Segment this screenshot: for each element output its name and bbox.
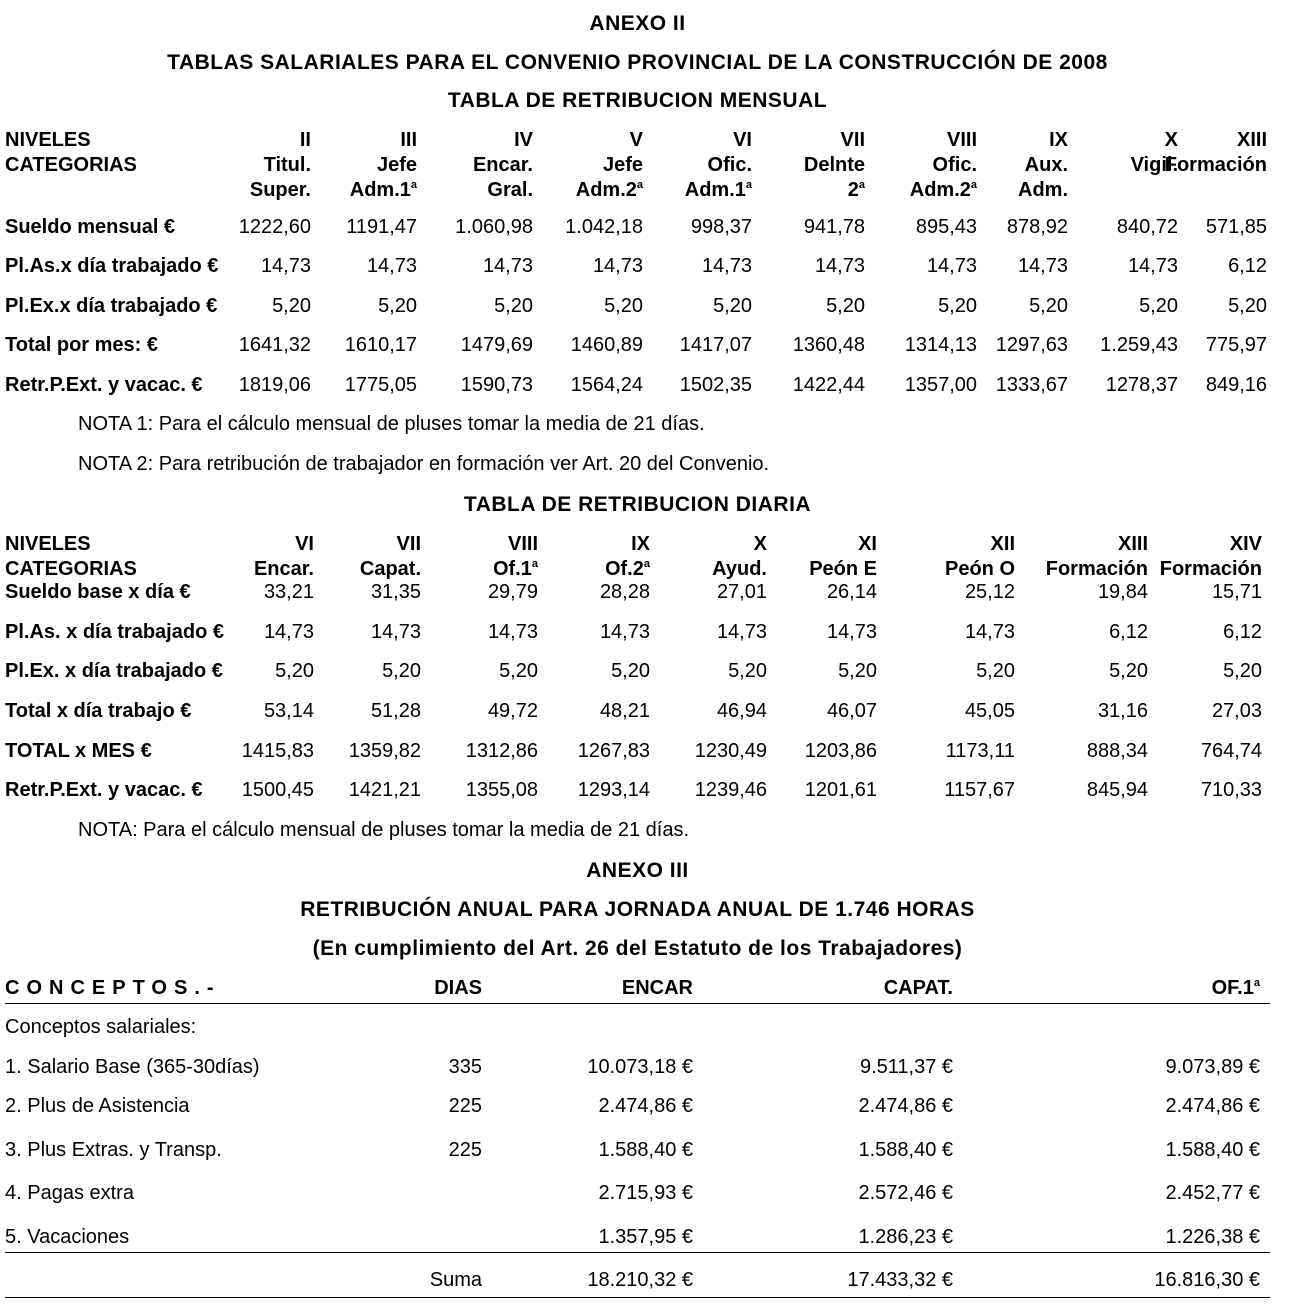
daily-col-cat	[254, 557, 314, 582]
daily-cell: 27,01	[716, 581, 767, 603]
daily-header-label	[5, 532, 137, 582]
daily-col-cat	[360, 557, 421, 582]
annual-row-label: 5. Vacaciones	[5, 1226, 130, 1248]
monthly-cell: 14,73	[1017, 255, 1068, 277]
total-of1: 16.816,30 €	[1154, 1269, 1260, 1291]
of1-header-text: OF.1	[1211, 977, 1254, 999]
conceptos-salariales-label: Conceptos salariales:	[5, 1016, 197, 1038]
monthly-cell: 1502,35	[679, 374, 752, 396]
monthly-cell: 14,73	[701, 255, 752, 277]
daily-cell: 14,73	[263, 621, 314, 643]
daily-row-label: Pl.Ex. x día trabajado €	[5, 660, 223, 682]
annual-of1-cell: 9.073,89 €	[1165, 1056, 1260, 1078]
monthly-cell: 1.259,43	[1100, 334, 1178, 356]
monthly-col-nivel: V	[629, 129, 643, 151]
anexo3-subtitle: RETRIBUCIÓN ANUAL PARA JORNADA ANUAL DE 1.746 HORAS	[300, 898, 975, 921]
monthly-cell: 1590,73	[460, 374, 533, 396]
niveles-label: NIVELES	[5, 533, 91, 555]
monthly-col-cat2-text: Gral.	[487, 179, 533, 201]
daily-col-cat	[605, 557, 650, 582]
annual-encar-cell: 2.474,86 €	[598, 1095, 693, 1117]
monthly-table-row	[5, 374, 1270, 400]
daily-table-row	[5, 779, 1270, 805]
daily-col-cat-text: Capat.	[359, 558, 421, 580]
annual-dias-cell: 335	[448, 1056, 482, 1078]
daily-col-cat-text: Of.2	[604, 558, 644, 580]
annual-of1-cell: 1.588,40 €	[1165, 1139, 1260, 1161]
daily-cell: 1157,67	[944, 779, 1015, 801]
daily-col-nivel: XIII	[1117, 533, 1148, 555]
daily-cell: 31,16	[1097, 700, 1148, 722]
monthly-header-label	[5, 128, 137, 178]
monthly-col-nivel: VIII	[946, 129, 977, 151]
monthly-col-cat2-sup: a	[745, 179, 752, 191]
daily-col-nivel: XIV	[1229, 533, 1262, 555]
monthly-cell: 1360,48	[792, 334, 865, 356]
annual-encar-cell: 10.073,18 €	[587, 1056, 693, 1078]
monthly-cell: 14,73	[1127, 255, 1178, 277]
monthly-col-cat2	[910, 178, 977, 203]
monthly-cell: 5,20	[494, 295, 533, 317]
daily-cell: 51,28	[370, 700, 421, 722]
daily-cell: 5,20	[611, 660, 650, 682]
daily-col-cat-text: Ayud.	[712, 558, 767, 580]
daily-cell: 33,21	[263, 581, 314, 603]
monthly-cell: 5,20	[604, 295, 643, 317]
daily-col-nivel: IX	[631, 533, 650, 555]
diaria-table-title: TABLA DE RETRIBUCION DIARIA	[463, 493, 812, 516]
monthly-cell: 5,20	[826, 295, 865, 317]
daily-col-header	[254, 532, 314, 582]
of1-header	[1212, 976, 1260, 1001]
annual-capat-cell: 2.572,46 €	[858, 1182, 953, 1204]
monthly-table-row	[5, 295, 1270, 321]
encar-header: ENCAR	[621, 977, 693, 999]
monthly-col-cat1: Formación	[1164, 154, 1267, 176]
monthly-col-header	[1165, 128, 1267, 178]
daily-col-header	[712, 532, 767, 582]
monthly-col-header	[350, 128, 417, 203]
annual-capat-cell: 1.588,40 €	[858, 1139, 953, 1161]
daily-cell: 5,20	[499, 660, 538, 682]
monthly-cell: 1564,24	[570, 374, 643, 396]
annual-row-label: 3. Plus Extras. y Transp.	[5, 1139, 222, 1161]
daily-cell: 1239,46	[694, 779, 767, 801]
total-capat: 17.433,32 €	[847, 1269, 953, 1291]
monthly-cell: 1357,00	[904, 374, 977, 396]
daily-cell: 1421,21	[348, 779, 421, 801]
daily-cell: 15,71	[1211, 581, 1262, 603]
daily-table-row	[5, 660, 1270, 686]
daily-row-label: Total x día trabajo €	[5, 700, 192, 722]
annual-dias-cell: 225	[448, 1095, 482, 1117]
annual-capat-cell: 2.474,86 €	[858, 1095, 953, 1117]
annual-row-label: 4. Pagas extra	[5, 1182, 134, 1204]
monthly-cell: 998,37	[690, 216, 752, 238]
daily-cell: 710,33	[1200, 779, 1262, 801]
annual-table-row	[5, 1226, 1270, 1252]
monthly-col-cat2	[350, 178, 417, 203]
annual-capat-cell: 9.511,37 €	[859, 1056, 953, 1078]
daily-col-nivel: VI	[295, 533, 314, 555]
daily-cell: 27,03	[1211, 700, 1262, 722]
monthly-cell: 878,92	[1006, 216, 1068, 238]
annual-encar-cell: 1.357,95 €	[598, 1226, 693, 1248]
monthly-col-cat1: Titul.	[263, 154, 311, 176]
daily-col-nivel: XII	[990, 533, 1015, 555]
daily-table-row	[5, 621, 1270, 647]
annual-of1-cell: 2.452,77 €	[1165, 1182, 1260, 1204]
monthly-cell: 14,73	[926, 255, 977, 277]
annual-section-label-row	[5, 1016, 1270, 1042]
daily-cell: 26,14	[826, 581, 877, 603]
monthly-col-cat2	[1018, 178, 1068, 203]
daily-cell: 1203,86	[804, 740, 877, 762]
monthly-cell: 5,20	[713, 295, 752, 317]
daily-cell: 888,34	[1086, 740, 1148, 762]
anexo3-subtitle2: (En cumplimiento del Art. 26 del Estatuto de los Trabajadores)	[312, 937, 963, 960]
monthly-col-cat2	[685, 178, 752, 203]
monthly-col-cat1: Ofic.	[932, 154, 977, 176]
monthly-col-cat1: Ofic.	[707, 154, 752, 176]
annual-encar-cell: 2.715,93 €	[598, 1182, 693, 1204]
daily-cell: 1415,83	[241, 740, 314, 762]
monthly-cell: 1610,17	[344, 334, 417, 356]
daily-col-nivel: VII	[396, 533, 421, 555]
daily-col-cat	[809, 557, 877, 582]
annual-dias-cell: 225	[448, 1139, 482, 1161]
daily-col-header	[1160, 532, 1262, 582]
daily-col-cat-sup: a	[531, 558, 538, 570]
monthly-cell: 5,20	[1228, 295, 1267, 317]
daily-cell: 1293,14	[577, 779, 650, 801]
mensual-table-title: TABLA DE RETRIBUCION MENSUAL	[447, 89, 828, 112]
daily-col-cat-text: Of.1	[492, 558, 532, 580]
monthly-col-nivel: III	[400, 129, 417, 151]
monthly-cell: 14,73	[260, 255, 311, 277]
daily-cell: 1312,86	[465, 740, 538, 762]
daily-col-nivel: VIII	[507, 533, 538, 555]
daily-cell: 6,12	[1109, 621, 1148, 643]
daily-cell: 1267,83	[577, 740, 650, 762]
monthly-col-cat2-sup: a	[970, 179, 977, 191]
monthly-cell: 1314,13	[904, 334, 977, 356]
monthly-cell: 1641,32	[238, 334, 311, 356]
niveles-label: NIVELES	[5, 129, 91, 151]
monthly-table-row	[5, 216, 1270, 242]
daily-row-label: TOTAL x MES €	[5, 740, 152, 762]
daily-cell: 19,84	[1097, 581, 1148, 603]
daily-col-header	[1046, 532, 1148, 582]
monthly-cell: 1819,06	[238, 374, 311, 396]
monthly-col-cat1: Jefe	[602, 154, 643, 176]
annual-bottom-rule	[5, 1297, 1270, 1298]
monthly-col-cat2-text: 2	[847, 179, 859, 201]
monthly-col-cat2-text: Adm.1	[684, 179, 746, 201]
monthly-cell: 6,12	[1228, 255, 1267, 277]
monthly-row-label: Pl.Ex.x día trabajado €	[5, 295, 218, 317]
daily-cell: 46,07	[826, 700, 877, 722]
monthly-col-cat2-text: Adm.2	[909, 179, 971, 201]
annual-total-row	[5, 1269, 1270, 1295]
daily-cell: 14,73	[716, 621, 767, 643]
daily-cell: 14,73	[964, 621, 1015, 643]
daily-cell: 14,73	[487, 621, 538, 643]
of1-header-sup: a	[1253, 977, 1260, 989]
daily-cell: 49,72	[487, 700, 538, 722]
daily-col-cat	[1160, 557, 1262, 582]
monthly-col-nivel: II	[299, 129, 311, 151]
monthly-col-header	[910, 128, 977, 203]
conceptos-header: CONCEPTOS.-	[5, 977, 221, 999]
monthly-cell: 5,20	[272, 295, 311, 317]
daily-cell: 14,73	[599, 621, 650, 643]
monthly-col-header	[804, 128, 865, 203]
daily-col-header	[605, 532, 650, 582]
annual-table-row	[5, 1056, 1270, 1082]
daily-col-header	[360, 532, 421, 582]
monthly-cell: 14,73	[482, 255, 533, 277]
monthly-cell: 1222,60	[238, 216, 311, 238]
daily-cell: 53,14	[263, 700, 314, 722]
monthly-col-nivel: VI	[733, 129, 752, 151]
annual-header-row	[5, 976, 1270, 1002]
monthly-cell: 5,20	[378, 295, 417, 317]
daily-row-label: Sueldo base x día €	[5, 581, 191, 603]
daily-row-label: Retr.P.Ext. y vacac. €	[5, 779, 203, 801]
monthly-col-cat2-text: Adm.2	[575, 179, 637, 201]
annual-table-row	[5, 1182, 1270, 1208]
daily-cell: 48,21	[599, 700, 650, 722]
capat-header: CAPAT.	[883, 977, 953, 999]
monthly-table-row	[5, 255, 1270, 281]
daily-cell: 14,73	[370, 621, 421, 643]
daily-cell: 845,94	[1086, 779, 1148, 801]
monthly-col-cat2	[250, 178, 311, 203]
daily-cell: 5,20	[1109, 660, 1148, 682]
daily-table-row	[5, 581, 1270, 607]
daily-cell: 1230,49	[694, 740, 767, 762]
monthly-cell: 1297,63	[995, 334, 1068, 356]
monthly-col-cat2-text: Adm.1	[349, 179, 411, 201]
monthly-col-nivel: VII	[840, 129, 865, 151]
monthly-col-header	[685, 128, 752, 203]
monthly-row-label: Total por mes: €	[5, 334, 158, 356]
monthly-col-header	[1018, 128, 1068, 203]
daily-cell: 5,20	[976, 660, 1015, 682]
monthly-cell: 1775,05	[344, 374, 417, 396]
daily-cell: 29,79	[487, 581, 538, 603]
daily-cell: 1500,45	[241, 779, 314, 801]
monthly-col-cat2-sup: a	[636, 179, 643, 191]
daily-cell: 1355,08	[465, 779, 538, 801]
monthly-col-header	[250, 128, 311, 203]
monthly-col-nivel: IV	[514, 129, 533, 151]
anexo2-subtitle: TABLAS SALARIALES PARA EL CONVENIO PROVINCIAL DE LA CONSTRUCCIÓN DE 2008	[167, 51, 1108, 74]
monthly-col-cat2-sup: a	[858, 179, 865, 191]
daily-cell: 5,20	[838, 660, 877, 682]
daily-cell: 31,35	[370, 581, 421, 603]
monthly-col-cat2	[804, 178, 865, 203]
total-encar: 18.210,32 €	[587, 1269, 693, 1291]
daily-header-row	[5, 532, 1270, 584]
daily-cell: 6,12	[1223, 621, 1262, 643]
categorias-label: CATEGORIAS	[5, 154, 137, 176]
monthly-col-cat2	[576, 178, 643, 203]
monthly-cell: 775,97	[1205, 334, 1267, 356]
monthly-col-cat2	[473, 178, 533, 203]
monthly-header-row	[5, 128, 1270, 206]
annual-row-label: 1. Salario Base (365-30días)	[5, 1056, 260, 1078]
annual-table-row	[5, 1139, 1270, 1165]
daily-cell: 45,05	[964, 700, 1015, 722]
monthly-cell: 5,20	[1029, 295, 1068, 317]
daily-col-header	[945, 532, 1015, 582]
monthly-cell: 1417,07	[679, 334, 752, 356]
monthly-cell: 571,85	[1205, 216, 1267, 238]
monthly-cell: 1.060,98	[455, 216, 533, 238]
dias-header: DIAS	[434, 977, 482, 999]
monthly-row-label: Retr.P.Ext. y vacac. €	[5, 374, 203, 396]
monthly-cell: 840,72	[1116, 216, 1178, 238]
daily-cell: 1201,61	[804, 779, 877, 801]
daily-col-nivel: X	[753, 533, 767, 555]
annual-row-label: 2. Plus de Asistencia	[5, 1095, 190, 1117]
annual-capat-cell: 1.286,23 €	[858, 1226, 953, 1248]
monthly-cell: 1191,47	[346, 216, 417, 238]
monthly-cell: 895,43	[915, 216, 977, 238]
monthly-cell: 1.042,18	[565, 216, 643, 238]
daily-col-nivel: XI	[858, 533, 877, 555]
daily-row-label: Pl.As. x día trabajado €	[5, 621, 224, 643]
daily-col-cat	[712, 557, 767, 582]
monthly-cell: 14,73	[366, 255, 417, 277]
monthly-col-cat1: Encar.	[472, 154, 533, 176]
annual-encar-cell: 1.588,40 €	[598, 1139, 693, 1161]
daily-cell: 46,94	[716, 700, 767, 722]
daily-cell: 25,12	[964, 581, 1015, 603]
monthly-note-2: NOTA 2: Para retribución de trabajador en formación ver Art. 20 del Convenio.	[78, 453, 770, 475]
monthly-col-cat1: Jefe	[376, 154, 417, 176]
daily-table-row	[5, 700, 1270, 726]
monthly-col-cat1: Aux.	[1024, 154, 1068, 176]
monthly-cell: 1278,37	[1105, 374, 1178, 396]
daily-col-header	[809, 532, 877, 582]
monthly-cell: 1333,67	[995, 374, 1068, 396]
monthly-cell: 941,78	[803, 216, 865, 238]
daily-col-cat-text: Encar.	[253, 558, 314, 580]
monthly-col-cat1: Delnte	[803, 154, 865, 176]
monthly-cell: 14,73	[814, 255, 865, 277]
monthly-col-cat2-sup: a	[410, 179, 417, 191]
categorias-label: CATEGORIAS	[5, 558, 137, 580]
monthly-col-header	[576, 128, 643, 203]
annual-header-rule	[5, 1003, 1270, 1004]
daily-cell: 1173,11	[945, 740, 1015, 762]
total-label: Suma	[429, 1269, 482, 1291]
daily-col-cat-text: Peón O	[944, 558, 1015, 580]
anexo2-title: ANEXO II	[589, 12, 686, 35]
annual-table-row	[5, 1095, 1270, 1121]
annual-of1-cell: 1.226,38 €	[1165, 1226, 1260, 1248]
daily-cell: 5,20	[728, 660, 767, 682]
monthly-col-header	[473, 128, 533, 203]
daily-cell: 1359,82	[348, 740, 421, 762]
daily-col-cat-sup: a	[643, 558, 650, 570]
monthly-col-nivel: IX	[1049, 129, 1068, 151]
monthly-col-nivel: X	[1164, 129, 1178, 151]
monthly-row-label: Sueldo mensual €	[5, 216, 176, 238]
monthly-row-label: Pl.As.x día trabajado €	[5, 255, 219, 277]
daily-table-row	[5, 740, 1270, 766]
monthly-col-nivel: XIII	[1236, 129, 1267, 151]
daily-cell: 764,74	[1200, 740, 1262, 762]
daily-col-cat-text: Formación	[1159, 558, 1262, 580]
monthly-note-1: NOTA 1: Para el cálculo mensual de pluses tomar la media de 21 días.	[78, 413, 705, 435]
monthly-col-cat1: Vigil.	[1130, 154, 1178, 176]
daily-col-header	[493, 532, 538, 582]
daily-cell: 5,20	[275, 660, 314, 682]
monthly-cell: 1479,69	[460, 334, 533, 356]
daily-cell: 14,73	[826, 621, 877, 643]
daily-col-cat-text: Formación	[1045, 558, 1148, 580]
annual-of1-cell: 2.474,86 €	[1165, 1095, 1260, 1117]
monthly-cell: 1422,44	[792, 374, 865, 396]
daily-col-cat-text: Peón E	[809, 558, 877, 580]
daily-note: NOTA: Para el cálculo mensual de pluses tomar la media de 21 días.	[78, 819, 690, 841]
monthly-cell: 5,20	[1139, 295, 1178, 317]
monthly-cell: 14,73	[592, 255, 643, 277]
monthly-cell: 1460,89	[570, 334, 643, 356]
monthly-col-cat2-text: Super.	[249, 179, 311, 201]
daily-cell: 5,20	[1223, 660, 1262, 682]
monthly-table-row	[5, 334, 1270, 360]
daily-cell: 28,28	[599, 581, 650, 603]
daily-cell: 5,20	[382, 660, 421, 682]
monthly-cell: 849,16	[1205, 374, 1267, 396]
anexo3-title: ANEXO III	[586, 859, 689, 882]
daily-col-cat	[493, 557, 538, 582]
monthly-col-cat2-text: Adm.	[1018, 179, 1068, 201]
monthly-cell: 5,20	[938, 295, 977, 317]
annual-total-rule	[5, 1252, 1270, 1253]
daily-col-cat	[945, 557, 1015, 582]
daily-col-cat	[1046, 557, 1148, 582]
